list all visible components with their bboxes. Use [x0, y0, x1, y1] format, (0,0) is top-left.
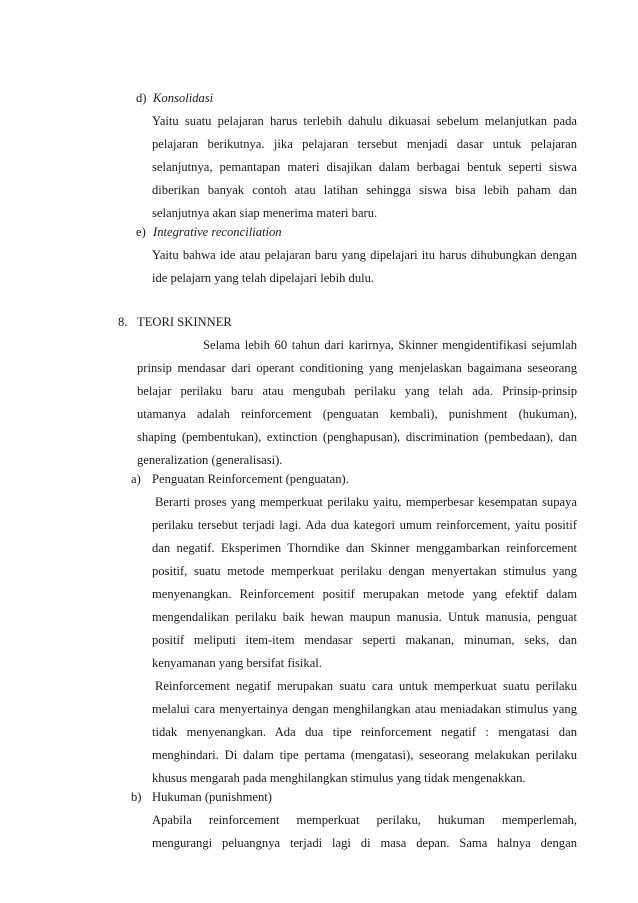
paragraph-line: positif meliputi item-item mendasar seperti makanan, minuman, seks, dan: [152, 633, 577, 647]
paragraph-line: Reinforcement negatif merupakan suatu cara untuk memperkuat suatu perilaku: [155, 679, 577, 693]
paragraph-line: Selama lebih 60 tahun dari karirnya, Skinner mengidentifikasi sejumlah: [203, 338, 577, 352]
paragraph-line: mengurangi peluangnya terjadi lagi di masa depan. Sama halnya dengan: [152, 836, 577, 850]
paragraph-line: Yaitu suatu pelajaran harus terlebih dahulu dikuasai sebelum melanjutkan pada: [152, 114, 577, 128]
paragraph-line: pelajaran berikutnya. jika pelajaran tersebut menjadi dasar untuk pelajaran: [152, 137, 577, 151]
section-heading: TEORI SKINNER: [137, 315, 232, 329]
item-heading-b: Hukuman (punishment): [152, 790, 272, 804]
paragraph-line: positif, suatu metode memperkuat perilaku dengan menyertakan stimulus yang: [152, 564, 577, 578]
paragraph-line: tidak menyenangkan. Ada dua tipe reinforcement negatif : mengatasi dan: [152, 725, 577, 739]
item-marker-e: e): [136, 225, 146, 239]
paragraph-line: selanjutnya akan siap menerima materi baru.: [152, 206, 378, 220]
item-heading-e: Integrative reconciliation: [153, 225, 282, 239]
paragraph-line: ide pelajarn yang telah dipelajari lebih dulu.: [152, 271, 375, 285]
paragraph-line: generalization (generalisasi).: [137, 453, 283, 467]
paragraph-line: Berarti proses yang memperkuat perilaku yaitu, memperbesar kesempatan supaya: [155, 495, 577, 509]
item-heading-a: Penguatan Reinforcement (penguatan).: [152, 472, 349, 486]
paragraph-line: dan negatif. Eksperimen Thorndike dan Skinner menggambarkan reinforcement: [152, 541, 577, 555]
item-heading-d: Konsolidasi: [153, 91, 214, 105]
item-marker-d: d): [136, 91, 147, 105]
paragraph-line: melalui cara menyertainya dengan menghilangkan atau meniadakan stimulus yang: [152, 702, 577, 716]
paragraph-line: Apabila reinforcement memperkuat perilaku, hukuman memperlemah,: [152, 813, 577, 827]
paragraph-line: mengendalikan perilaku baik hewan maupun manusia. Untuk manusia, penguat: [152, 610, 577, 624]
section-number: 8.: [118, 315, 128, 329]
paragraph-line: kenyamanan yang bersifat fisikal.: [152, 656, 322, 670]
item-marker-a: a): [131, 472, 141, 486]
paragraph-line: khusus mengarah pada menghilangkan stimulus yang tidak mengenakkan.: [152, 771, 526, 785]
paragraph-line: belajar perilaku baru atau mengubah perilaku yang telah ada. Prinsip-prinsip: [137, 384, 577, 398]
item-marker-b: b): [131, 790, 142, 804]
paragraph-line: utamanya adalah reinforcement (penguatan kembali), punishment (hukuman),: [137, 407, 577, 421]
paragraph-line: prinsip mendasar dari operant conditioning yang menjelaskan bagaimana seseorang: [137, 361, 577, 375]
paragraph-line: diberikan banyak contoh atau latihan sehingga siswa bisa lebih paham dan: [152, 183, 577, 197]
paragraph-line: menghindari. Di dalam tipe pertama (mengatasi), seseorang melakukan perilaku: [152, 748, 577, 762]
paragraph-line: menyenangkan. Reinforcement positif merupakan metode yang efektif dalam: [152, 587, 577, 601]
paragraph-line: shaping (pembentukan), extinction (penghapusan), discrimination (pembedaan), dan: [137, 430, 577, 444]
paragraph-line: perilaku tersebut terjadi lagi. Ada dua kategori umum reinforcement, yaitu positif: [152, 518, 577, 532]
paragraph-line: selanjutnya, pemantapan materi disajikan dalam berbagai bentuk seperti siswa: [152, 160, 577, 174]
paragraph-line: Yaitu bahwa ide atau pelajaran baru yang dipelajari itu harus dihubungkan dengan: [152, 248, 577, 262]
